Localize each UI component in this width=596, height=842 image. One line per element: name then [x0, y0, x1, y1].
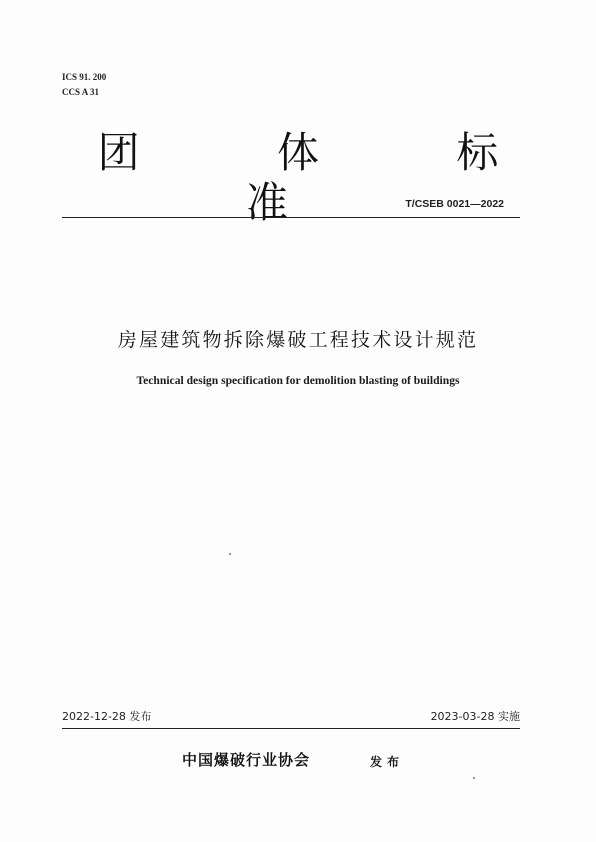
implementation-date: 2023-03-28 实施 [430, 710, 520, 723]
issue-date: 2022-12-28 发布 [62, 710, 152, 723]
ics-code: ICS 91. 200 [62, 72, 107, 82]
publisher-name: 中国爆破行业协会 [182, 751, 311, 769]
title-english: Technical design specification for demolition blasting of buildings [136, 374, 460, 387]
top-divider [62, 217, 520, 218]
scan-speck [473, 777, 475, 779]
bottom-divider [62, 728, 520, 729]
standard-type-heading: 团 体 标 准 [97, 128, 561, 227]
title-chinese: 房屋建筑物拆除爆破工程技术设计规范 [117, 329, 479, 351]
scan-speck [229, 553, 231, 555]
publish-label: 发布 [370, 755, 405, 769]
ccs-code: CCS A 31 [62, 87, 100, 97]
standard-number: T/CSEB 0021—2022 [405, 198, 504, 210]
